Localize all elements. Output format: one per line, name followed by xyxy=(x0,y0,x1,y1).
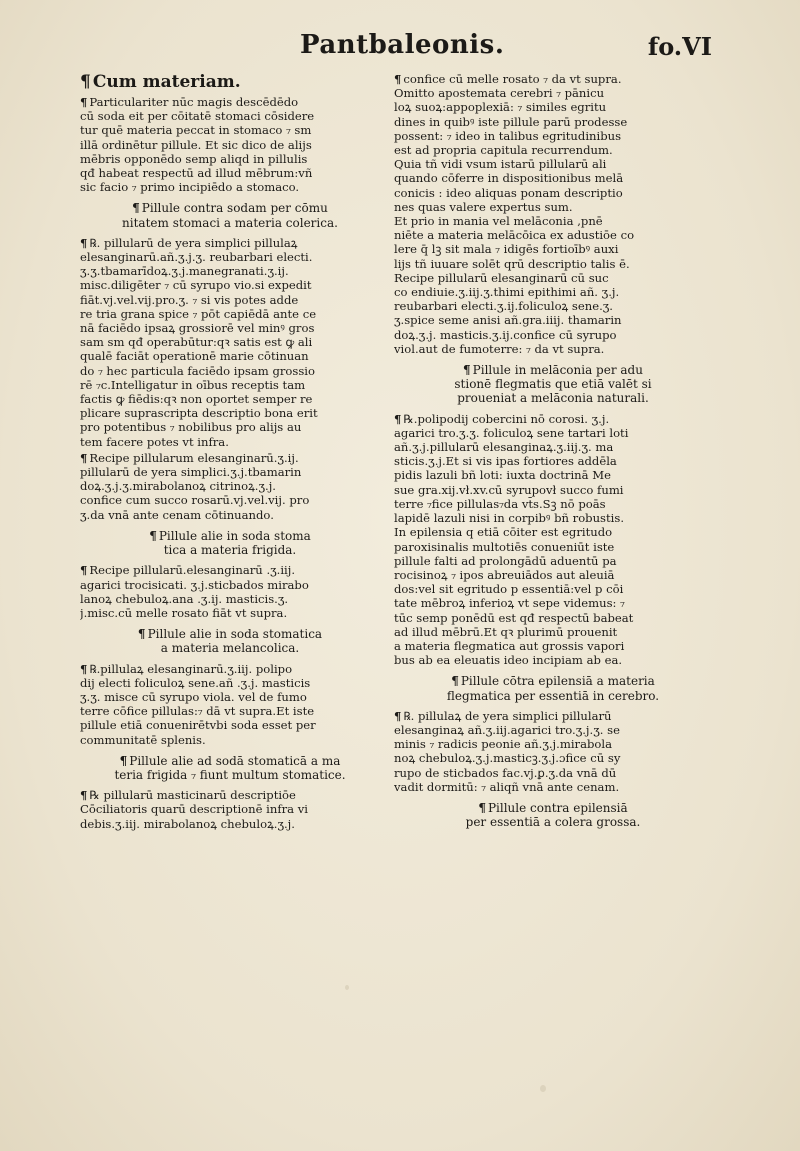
text-line: debis.ʒ.iij. mirabolanoꝝ chebuloꝝ.ʒ.j. xyxy=(80,816,295,831)
text-line: re tria grana spice ₇ pōt capiēdā ante ce xyxy=(80,306,317,321)
text-line: agarici trocisicati. ʒ.j.sticbados mirabo xyxy=(80,577,309,592)
text-line: illā ordinētur pillule. Et sic dico de alijs xyxy=(80,137,312,152)
text-line: mēbris opponēdo semp aliqd in pillulis xyxy=(80,151,308,166)
text-line: ¶ Pillule in melāconia per adu xyxy=(463,363,643,378)
text-line: cū soda eit per cōitatē stomaci cōsidere xyxy=(80,109,315,124)
text-line: ¶ Cum materiam. xyxy=(80,72,241,92)
text-line: a materia flegmatica aut grossis vapori xyxy=(394,638,625,653)
text-line: a materia melancolica. xyxy=(160,641,300,656)
paragraph-mark-icon: ¶ xyxy=(463,363,471,378)
text-line: tate mēbroꝝ inferioꝝ vt sepe videmus: ₇ xyxy=(394,596,625,611)
subheading xyxy=(80,201,380,229)
text-line: conicis : ideo aliquas ponam descriptio xyxy=(394,185,623,200)
text-line: pillule etiā conuenirētvbi soda esset per xyxy=(80,718,316,733)
paragraph-mark-icon: ¶ xyxy=(132,201,140,216)
ink-spot xyxy=(540,1085,546,1092)
text-line: rocisinoꝝ ₇ ipos abreuiādos aut aleuiā xyxy=(394,567,615,582)
text-line: ʒ.ʒ. misce cū syrupo viola. vel de fumo xyxy=(80,689,307,704)
text-line: rē ₇c.Intelligatur in oībus receptis tam xyxy=(80,377,306,392)
page-header xyxy=(0,30,800,70)
text-line: noꝝ chebuloꝝ.ʒ.j.masticꝫ.ʒ.j.ɔfice cū sy xyxy=(394,751,621,766)
subheading xyxy=(80,529,380,557)
text-line: tica a materia frigida. xyxy=(163,543,297,558)
text-line: ¶ ℞.pillulaꝝ elesanginarū.ʒ.iij. polipo xyxy=(80,661,293,676)
paragraph xyxy=(80,95,380,194)
text-line: qđ habeat respectū ad illud mēbrum:vñ xyxy=(80,166,313,181)
text-line: terre ₇fice pillulas₇da vt̄s.Sꝫ nō poās xyxy=(394,496,606,511)
text-line: loꝝ suoꝝ:appoplexiā: ₇ similes egritu xyxy=(394,100,607,115)
text-line: Quia tñ vidi vsum istarū pillularū ali xyxy=(394,157,607,172)
text-line: ʒ.spice seme anisi añ.gra.iiij. thamarin xyxy=(394,313,622,328)
text-line: ¶ ℞. pillularū de yera simplici pillulaꝝ xyxy=(80,235,298,250)
right-column xyxy=(394,72,712,835)
text-line: pillularū de yera simplici.ʒ.j.tbamarin xyxy=(80,465,302,480)
paragraph xyxy=(80,788,380,831)
paragraph-mark-icon: ¶ xyxy=(80,95,88,109)
subheading xyxy=(394,801,712,829)
text-line: communitatē splenis. xyxy=(80,732,206,747)
text-line: per essentiā a colera grossa. xyxy=(465,815,641,830)
text-line: ¶ Recipe pillularū.elesanginarū .ʒ.iij. xyxy=(80,563,296,578)
section-heading xyxy=(80,72,380,92)
paragraph-mark-icon: ¶ xyxy=(80,563,88,578)
text-line: nitatem stomaci a materia colerica. xyxy=(122,215,338,230)
text-line: paroxisinalis multotiēs conueniūt iste xyxy=(394,539,615,554)
text-line: ʒ.da vnā ante cenam cōtinuando. xyxy=(80,507,274,522)
text-line: tem facere potes vt infra. xyxy=(80,434,229,449)
text-line: Et prio in mania vel melāconia ,pnē xyxy=(394,214,603,229)
text-line: est ad propria capitula recurrendum. xyxy=(394,143,613,158)
text-line: sam sm qđ operabūtur:qꝛ satis est ꝙ ali xyxy=(80,335,313,350)
text-line: sic facio ₇ primo incipiēdo a stomaco. xyxy=(80,180,300,195)
ink-spot xyxy=(345,985,349,990)
text-line: dij electi foliculoꝝ sene.añ .ʒ.j. masticis xyxy=(80,675,311,690)
text-line: doꝝ.ʒ.j.ʒ.mirabolanoꝝ citrinoꝝ.ʒ.j. xyxy=(80,479,276,494)
text-line: niēte a materia melācōica ex adustiōe co xyxy=(394,228,635,243)
text-line: factis ꝙ fiēdis:qꝛ non oportet semper re xyxy=(80,392,313,407)
text-line: lijs tñ iuuare solēt qrū descriptio talis ē. xyxy=(394,256,630,271)
text-line: teria frigida ₇ fiunt multum stomatice. xyxy=(114,767,346,782)
paragraph xyxy=(80,451,380,522)
paragraph-mark-icon: ¶ xyxy=(80,235,88,250)
paragraph xyxy=(394,709,712,794)
text-line: confice cum succo rosarū.vj.vel.vij. pro xyxy=(80,493,310,508)
text-line: Recipe pillularū elesanginarū cū suc xyxy=(394,270,609,285)
subheading xyxy=(80,627,380,655)
text-line: fiāt.vj.vel.vij.pro.ʒ. ₇ si vis potes adde xyxy=(80,292,299,307)
text-line: ¶ Pillule alie in soda stomatica xyxy=(137,627,323,642)
text-line: misc.diligēter ₇ cū syrupo vio.si expedit xyxy=(80,278,312,293)
text-line: sue gra.xij.vł.xv.cū syrupovł succo fumi xyxy=(394,482,624,497)
text-line: viol.aut de fumoterre: ₇ da vt supra. xyxy=(394,341,605,356)
paragraph-mark-icon: ¶ xyxy=(149,528,157,543)
text-line: tur quē materia peccat in stomaco ₇ sm xyxy=(80,123,312,138)
text-line: stionē flegmatis que etiā valēt si xyxy=(454,377,652,392)
text-line: ¶ Pillule cōtra epilensiā a materia xyxy=(451,674,655,689)
text-line: pidis lazuli bñ loti: iuxta doctrinā Me xyxy=(394,468,611,483)
text-line: ¶ Recipe pillularum elesanginarū.ʒ.ij. xyxy=(80,450,299,465)
paragraph-mark-icon: ¶ xyxy=(137,627,146,642)
text-line: do ₇ hec particula faciēdo ipsam grossio xyxy=(80,363,315,378)
paragraph-mark-icon: ¶ xyxy=(394,708,402,723)
text-line: dos:vel sit egritudo p essentiā:vel p cōi xyxy=(394,582,624,597)
text-line: añ.ʒ.j.pillularū elesanginaꝝ.ʒ.iij.ʒ. ma xyxy=(394,440,614,455)
text-line: flegmatica per essentiā in cerebro. xyxy=(446,688,660,703)
text-line: ¶ confice cū melle rosato ₇ da vt supra. xyxy=(394,72,622,86)
text-line: lapidē lazuli nisi in corpibꝰ bñ robustis. xyxy=(394,511,625,526)
text-line: bus ab ea eleuatis ideo incipiam ab ea. xyxy=(394,653,623,668)
paragraph-mark-icon: ¶ xyxy=(80,72,91,92)
text-line: nā faciēdo ipsaꝝ grossiorē vel minꝰ gros xyxy=(80,321,315,336)
text-line: Omitto apostemata cerebri ₇ pānicu xyxy=(394,86,605,101)
text-line: ¶ Particulariter nūc magis descēdēdo xyxy=(80,95,299,109)
text-line: ¶ Pillule contra sodam per cōmu xyxy=(132,201,328,216)
text-line: ¶ Pillule contra epilensiā xyxy=(478,800,628,815)
text-line: lanoꝝ chebuloꝝ.ana .ʒ.ij. masticis.ʒ. xyxy=(80,591,289,606)
subheading xyxy=(394,363,712,406)
text-line: minis ₇ radicis peonie añ.ʒ.j.mirabola xyxy=(394,737,612,752)
paragraph-mark-icon: ¶ xyxy=(394,411,402,426)
text-line: pillule falti ad prolongādū aduentū pa xyxy=(394,553,617,568)
text-line: ad illud mēbrū.Et qꝛ plurimū prouenit xyxy=(394,624,618,639)
text-line: ¶ Pillule alie in soda stoma xyxy=(149,528,311,543)
text-line: tūc semp ponēdū est qđ respectū babeat xyxy=(394,610,634,625)
paragraph-mark-icon: ¶ xyxy=(80,661,88,676)
text-line: ʒ.ʒ.tbamarīdoꝝ.ʒ.j.manegranati.ʒ.ij. xyxy=(80,264,289,279)
text-line: ¶ ℞. pillulaꝝ de yera simplici pillularū xyxy=(394,708,612,723)
paragraph xyxy=(394,412,712,668)
paragraph-mark-icon: ¶ xyxy=(80,450,88,465)
paragraph-mark-icon: ¶ xyxy=(80,788,88,803)
text-line: agarici tro.ʒ.ʒ. foliculoꝝ sene tartari loti xyxy=(394,425,629,440)
text-line: quando cōferre in dispositionibus melā xyxy=(394,171,624,186)
text-line: vadit dormitū: ₇ aliqñ vnā ante cenam. xyxy=(394,779,620,794)
left-column xyxy=(80,72,380,833)
paragraph-mark-icon: ¶ xyxy=(119,753,128,768)
paragraph-mark-icon: ¶ xyxy=(451,674,459,689)
paragraph xyxy=(80,662,380,747)
text-line: pro potentibus ₇ nobilibus pro alijs au xyxy=(80,420,302,435)
text-line: doꝝ.ʒ.j. masticis.ʒ.ij.confice cū syrupo xyxy=(394,327,617,342)
text-line: plicare suprascripta descriptio bona erit xyxy=(80,406,318,421)
text-line: qualē faciāt operationē marie cōtinuan xyxy=(80,349,309,364)
text-line: ¶ ℞ pillularū masticinarū descriptiōe xyxy=(80,788,296,803)
paragraph xyxy=(80,236,380,449)
subheading xyxy=(394,674,712,702)
paragraph-mark-icon: ¶ xyxy=(394,72,402,86)
text-line: ¶ ℞.polipodij cobercini nō corosi. ʒ.j. xyxy=(394,411,610,426)
text-line: elesanginarū.añ.ʒ.j.ʒ. reubarbari electi. xyxy=(80,250,313,265)
text-line: dines in quibꝰ iste pillule parū prodesse xyxy=(394,114,628,129)
paragraph-mark-icon: ¶ xyxy=(478,800,486,815)
text-line: sticis.ʒ.j.Et si vis ipas fortiores addēla xyxy=(394,454,617,469)
text-line: elesanginaꝝ añ.ʒ.iij.agarici tro.ʒ.j.ʒ. se xyxy=(394,722,620,737)
text-line: rupo de sticbados fac.vj.ꝑ.ʒ.da vnā dū xyxy=(394,765,617,780)
text-line: ¶ Pillule alie ad sodā stomaticā a ma xyxy=(119,753,341,768)
text-line: terre cōfice pillulas:₇ dā vt supra.Et iste xyxy=(80,704,315,719)
folio-number: fo.VI xyxy=(647,32,712,61)
text-line: co endiuie.ʒ.iij.ʒ.thimi epithimi añ. ʒ.j. xyxy=(394,285,620,300)
text-line: In epilensia q etiā cōiter est egritudo xyxy=(394,525,613,540)
subheading xyxy=(80,754,380,782)
text-line: j.misc.cū melle rosato fiāt vt supra. xyxy=(80,605,288,620)
paragraph xyxy=(80,563,380,620)
text-line: lere q̄ lꝫ sit mala ₇ idigēs fortioībꝰ auxi xyxy=(394,242,619,257)
text-line: possent: ₇ ideo in talibus egritudinibus xyxy=(394,128,622,143)
text-line: proueniat a melāconia naturali. xyxy=(457,391,649,406)
text-line: nes quas valere expertus sum. xyxy=(394,199,573,214)
text-line: reubarbari electi.ʒ.ij.foliculoꝝ sene.ʒ. xyxy=(394,299,613,314)
text-line: Cōciliatoris quarū descriptionē infra vi xyxy=(80,802,309,817)
paragraph xyxy=(394,72,712,356)
running-title: Pantbaleonis. xyxy=(300,30,505,60)
